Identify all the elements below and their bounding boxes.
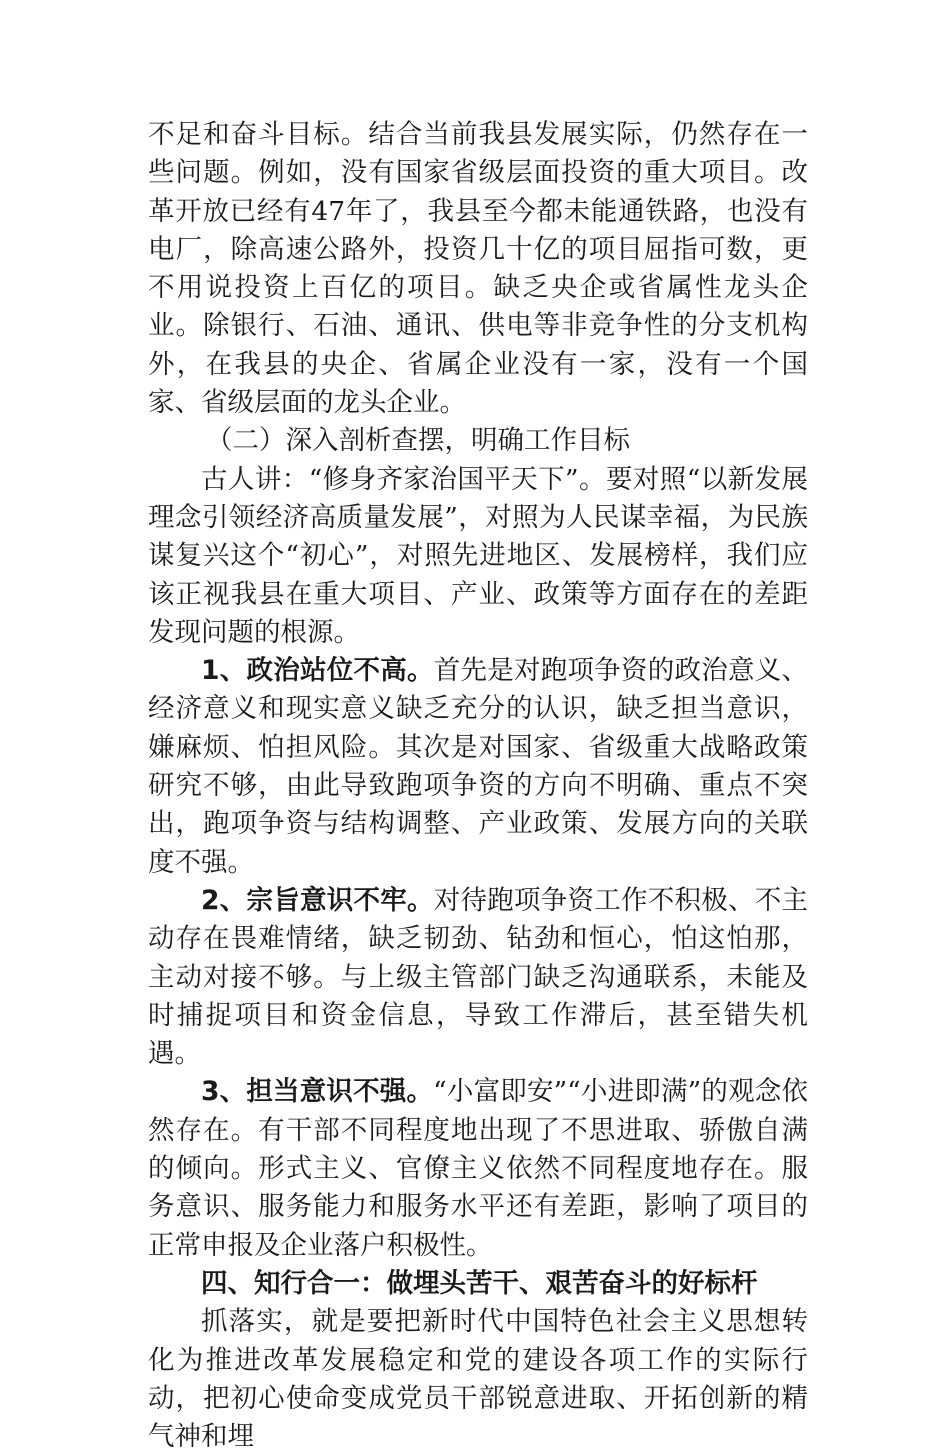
paragraph-point-2 bbox=[148, 882, 808, 1073]
paragraph-shortcomings: 不足和奋斗目标。结合当前我县发展实际，仍然存在一些问题。例如，没有国家省级层面投资的重大项目。改革开放已经有47年了，我县至今都未能通铁路，也没有电厂，除高速公路外，投资几十亿的项目屈指可数，更不用说投资上百亿的项目。缺乏央企或省属性龙头企业。除银行、石油、通讯、供电等非竞争性的分支机构外，在我县的央企、省属企业没有一家，没有一个国家、省级层面的龙头企业。 bbox=[148, 119, 808, 419]
point-1-body: 首先是对跑项争资的政治意义、经济意义和现实意义缺乏充分的认识，缺乏担当意识，嫌麻烦、怕担风险。其次是对国家、省级重大战略政策研究不够，由此导致跑项争资的方向不明确、重点不突出，跑项争资与结构调整、产业政策、发展方向的关联度不强。 bbox=[148, 655, 808, 878]
paragraph-point-1 bbox=[148, 652, 808, 882]
paragraph-ancients-said: 古人讲：“修身齐家治国平天下”。要对照“以新发展理念引领经济高质量发展”，对照为人民谋幸福，为民族谋复兴这个“初心”，对照先进地区、发展榜样，我们应该正视我县在重大项目、产业、政策等方面存在的差距发现问题的根源。 bbox=[148, 463, 808, 648]
section-four-heading: 四、知行合一：做埋头苦干、艰苦奋斗的好标杆 bbox=[201, 1267, 758, 1299]
section-subheading: （二）深入剖析查摆，明确工作目标 bbox=[206, 425, 630, 457]
point-2-body: 对待跑项争资工作不积极、不主动存在畏难情绪，缺乏韧劲、钻劲和恒心，怕这怕那，主动对接不够。与上级主管部门缺乏沟通联系，未能及时捕捉项目和资金信息，导致工作滞后，甚至错失机遇。 bbox=[148, 884, 808, 1070]
point-3-body: “小富即安”“小进即满”的观念依然存在。有干部不同程度地出现了不思进取、骄傲自满的倾向。形式主义、官僚主义依然不同程度地存在。服务意识、服务能力和服务水平还有差距，影响了项目的正常申报及企业落户积极性。 bbox=[148, 1076, 808, 1261]
paragraph-point-3 bbox=[148, 1073, 808, 1264]
document-page bbox=[148, 116, 808, 1456]
point-2-heading: 2、宗旨意识不牢。 bbox=[201, 884, 434, 916]
point-3-heading: 3、担当意识不强。 bbox=[201, 1076, 434, 1108]
point-1-heading: 1、政治站位不高。 bbox=[201, 655, 434, 687]
paragraph-implementation: 抓落实，就是要把新时代中国特色社会主义思想转化为推进改革发展稳定和党的建设各项工作的实际行动，把初心使命变成党员干部锐意进取、开拓创新的精气神和埋 bbox=[148, 1306, 808, 1453]
